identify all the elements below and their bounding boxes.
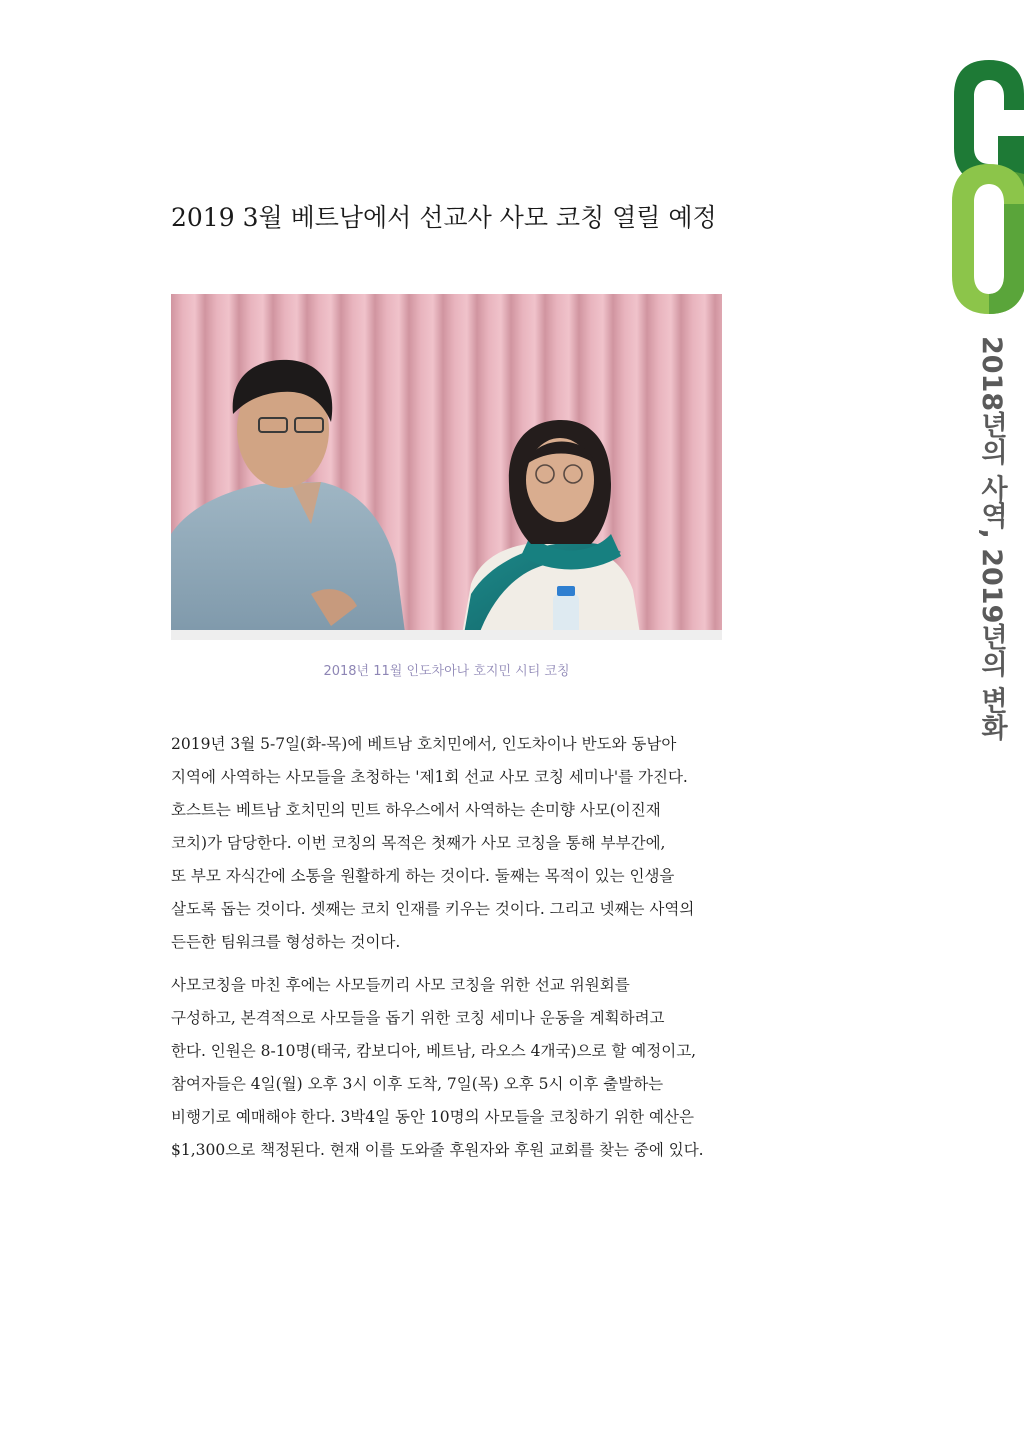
photo-caption: 2018년 11월 인도차아나 호지민 시티 코칭: [323, 664, 570, 679]
article-photo: [171, 294, 722, 640]
text-line: 든든한 팀워크를 형성하는 것이다.: [171, 933, 401, 951]
text-line: 또 부모 자식간에 소통을 원활하게 하는 것이다. 둘째는 목적이 있는 인생을: [171, 867, 675, 885]
paragraph: [171, 969, 731, 1167]
paragraph: [171, 728, 731, 959]
text-line: 2019년 3월 5-7일(화-목)에 베트남 호치민에서, 인도차이나 반도와 동남아: [171, 735, 677, 753]
section-vertical-title: 2018년의 사역, 2019년의 변화: [976, 336, 1007, 741]
article-body: [171, 728, 731, 1177]
text-line: 비행기로 예매해야 한다. 3박4일 동안 10명의 사모들을 코칭하기 위한 예산은: [171, 1108, 694, 1126]
go-logo: [950, 54, 1024, 318]
text-line: 지역에 사역하는 사모들을 초청하는 '제1회 선교 사모 코칭 세미나'를 가진다.: [171, 768, 688, 786]
text-line: $1,300으로 책정된다. 현재 이를 도와줄 후원자와 후원 교회를 찾는 중에 있다.: [171, 1141, 704, 1159]
text-line: 호스트는 베트남 호치민의 민트 하우스에서 사역하는 손미향 사모(이진재: [171, 801, 661, 819]
text-line: 구성하고, 본격적으로 사모들을 돕기 위한 코칭 세미나 운동을 계획하려고: [171, 1009, 665, 1027]
text-line: 참여자들은 4일(월) 오후 3시 이후 도착, 7일(목) 오후 5시 이후 출발하는: [171, 1075, 664, 1093]
article-title: 2019 3월 베트남에서 선교사 사모 코칭 열릴 예정: [171, 203, 717, 232]
text-line: 사모코칭을 마친 후에는 사모들끼리 사모 코칭을 위한 선교 위원회를: [171, 976, 630, 994]
text-line: 코치)가 담당한다. 이번 코칭의 목적은 첫째가 사모 코칭을 통해 부부간에,: [171, 834, 666, 852]
text-line: 살도록 돕는 것이다. 셋째는 코치 인재를 키우는 것이다. 그리고 넷째는 사역의: [171, 900, 695, 918]
text-line: 한다. 인원은 8-10명(태국, 캄보디아, 베트남, 라오스 4개국)으로 할 예정이고,: [171, 1042, 697, 1060]
